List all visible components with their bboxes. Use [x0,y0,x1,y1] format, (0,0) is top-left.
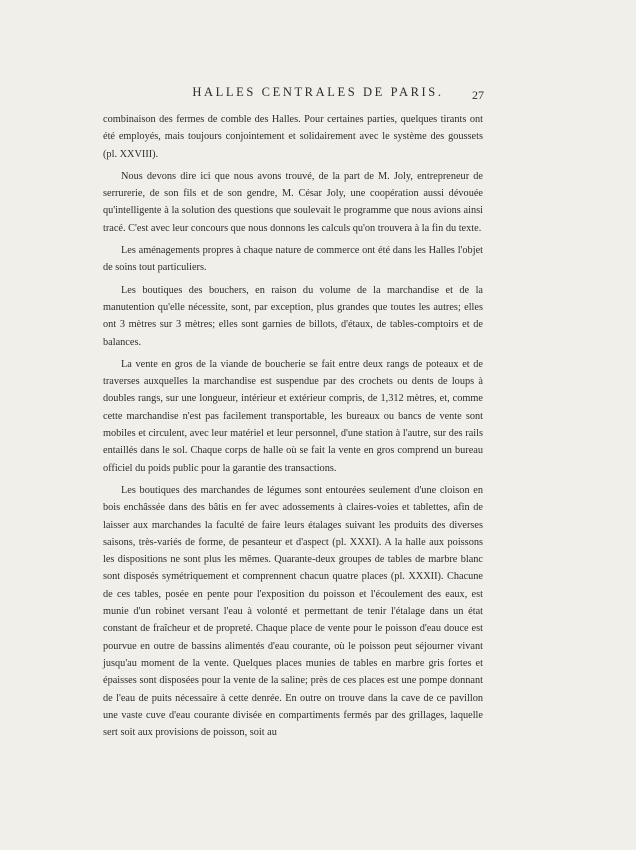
paragraph: Les aménagements propres à chaque nature de commerce ont été dans les Halles l'objet de soins tout particuliers. [103,245,483,274]
page-number: 27 [472,88,484,102]
paragraph: La vente en gros de la viande de boucherie se fait entre deux rangs de poteaux et de traverses auxquelles la marchandise est suspendue par des crochets ou dents de loups à doubles rangs, sur une longueur, intérieur et extérieur compris, de 1,312 mètres, et, comme cette marchandise n'est pas facilement transportable, les bureaux ou bancs de vente sont mobiles et circulent, avec leur matériel et leur personnel, d'une station à l'autre, sur des rails entaillés dans le sol. Chaque corps de halle où se fait la vente en gros comprend un bureau officiel du poids public pour la garantie des transactions. [103,358,483,474]
body-text [103,111,483,746]
running-title: HALLES CENTRALES DE PARIS. [192,85,444,99]
paragraph: Les boutiques des bouchers, en raison du volume de la marchandise et de la manutention qu'elle nécessite, sont, par exception, plus grandes que toutes les autres; elles ont 3 mètres sur 3 mètres; elles sont garnies de billots, d'étaux, de tables-comptoirs et de balances. [103,284,483,348]
paragraph: combinaison des fermes de comble des Halles. Pour certaines parties, quelques tirants ont été employés, mais toujours conjointement et solidairement avec le système des goussets (pl. XXVIII). [103,114,483,160]
paragraph: Nous devons dire ici que nous avons trouvé, de la part de M. Joly, entrepreneur de serrurerie, de son fils et de son gendre, M. César Joly, une coopération aussi dévouée qu'intelligente à la solution des questions que soulevait le programme que nous avions ainsi tracé. C'est avec leur concours que nous donnons les calculs qu'on trouvera à la fin du texte. [103,170,483,234]
paragraph: Les boutiques des marchandes de légumes sont entourées seulement d'une cloison en bois enchâssée dans des bâtis en fer avec adossements à claires-voies et tablettes, afin de laisser aux marchandes la faculté de faire leurs étalages suivant les produits des diverses saisons, très-variés de forme, de pesanteur et d'aspect (pl. XXXI). A la halle aux poissons les dispositions ne sont plus les mêmes. Quarante-deux groupes de tables de marbre blanc sont disposés symétriquement et comprennent chacun quatre places (pl. XXXII). Chacune de ces tables, posée en pente pour l'exposition du poisson et l'écoulement des eaux, est munie d'un robinet versant l'eau à volonté et permettant de tenir l'étalage dans un état constant de fraîcheur et de propreté. Chaque place de vente pour le poisson d'eau douce est pourvue en outre de bassins alimentés d'eau courante, où le poisson peut séjourner vivant jusqu'au moment de la vente. Quelques places munies de tables en marbre gris fortes et épaisses sont disposées pour la vente de la saline; près de ces places est une pompe donnant de l'eau de puits nécessaire à cette denrée. En outre on trouve dans la cave de ce pavillon une vaste cuve d'eau courante divisée en compartiments fermés par des grillages, laquelle sert soit aux provisions de poisson, soit au [103,484,483,739]
